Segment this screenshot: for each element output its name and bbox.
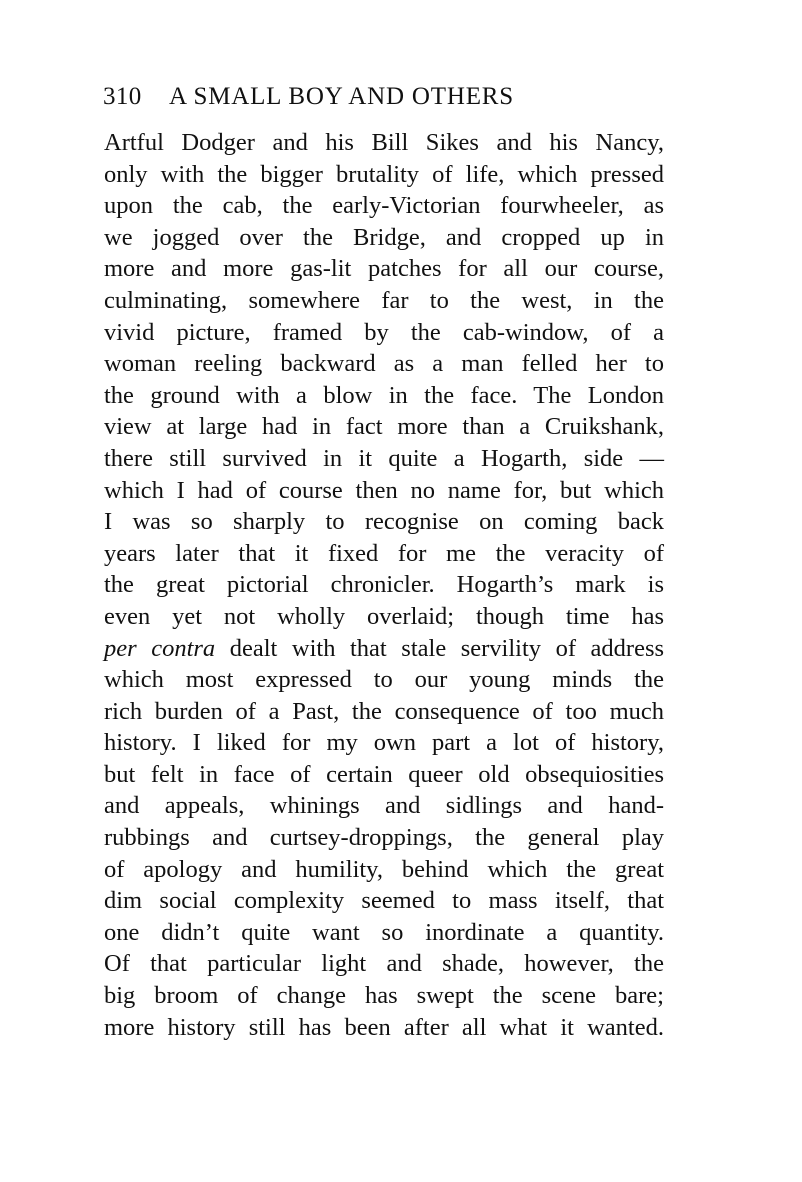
text-line: one didn’t quite want so inordinate a quantity. [104, 918, 664, 946]
text-line: culminating, somewhere far to the west, in the [104, 286, 664, 314]
text-line: we jogged over the Bridge, and cropped up in [104, 223, 664, 251]
text-line: view at large had in fact more than a Cruikshank, [104, 413, 664, 441]
text-line: the ground with a blow in the face. The London [104, 381, 664, 409]
running-head [103, 80, 623, 114]
text-line: more history still has been after all what it wanted. [104, 1013, 664, 1041]
text-line: dim social complexity seemed to mass itself, that [104, 887, 664, 915]
text-line: rich burden of a Past, the consequence of too much [104, 697, 664, 725]
text-line: which most expressed to our young minds the [104, 666, 664, 694]
text-line: even yet not wholly overlaid; though time has [104, 602, 664, 630]
text-line: more and more gas-lit patches for all our course, [104, 255, 664, 283]
italic-phrase: per contra [104, 634, 216, 662]
text-line: and appeals, whinings and sidlings and hand- [104, 792, 664, 820]
text-line: big broom of change has swept the scene bare; [104, 982, 664, 1010]
text-line: woman reeling backward as a man felled her to [104, 350, 664, 378]
text-line: only with the bigger brutality of life, which pressed [104, 160, 664, 188]
line-remainder: dealt with that stale servility of address [215, 634, 665, 662]
text-line: of apology and humility, behind which the great [104, 855, 664, 883]
text-line: Of that particular light and shade, however, the [104, 950, 664, 978]
book-title: A SMALL BOY AND OTHERS [169, 83, 514, 110]
text-line: I was so sharply to recognise on coming back [104, 508, 664, 536]
text-line: rubbings and curtsey-droppings, the general play [104, 824, 664, 852]
text-line: vivid picture, framed by the cab-window, of a [104, 318, 664, 346]
text-line: there still survived in it quite a Hogarth, side — [104, 444, 664, 472]
text-line-with-italic [104, 633, 664, 665]
text-line: Artful Dodger and his Bill Sikes and his Nancy, [104, 129, 664, 156]
text-line: history. I liked for my own part a lot of history, [104, 729, 664, 757]
text-line: which I had of course then no name for, but which [104, 476, 664, 504]
text-line: upon the cab, the early-Victorian fourwheeler, as [104, 192, 664, 220]
body-text [104, 127, 664, 1043]
page-number: 310 [103, 83, 142, 110]
text-line: years later that it fixed for me the veracity of [104, 539, 664, 567]
text-line: but felt in face of certain queer old obsequiosities [104, 760, 664, 788]
text-line: the great pictorial chronicler. Hogarth’s mark is [104, 571, 664, 599]
